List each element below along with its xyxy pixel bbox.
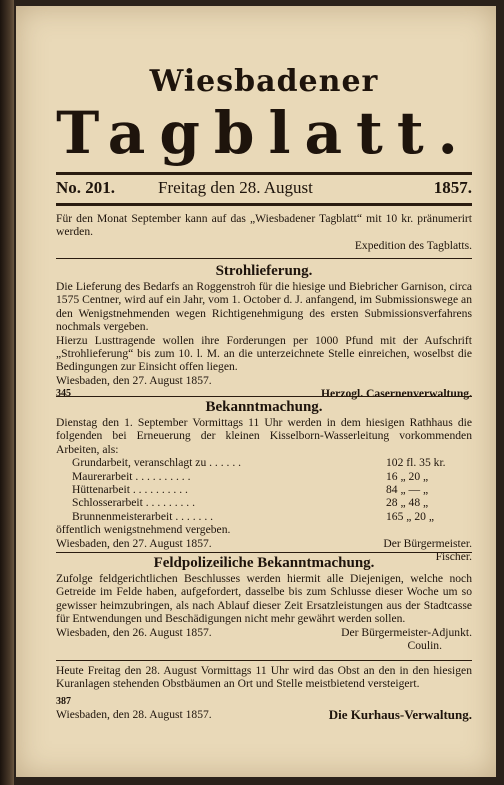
notice-signature-row xyxy=(56,626,472,639)
issue-date: Freitag den 28. August xyxy=(158,178,313,197)
notice-signature-row xyxy=(56,537,472,550)
item-label: Schlosserarbeit . . . . . . . . . xyxy=(72,496,196,510)
work-items-table xyxy=(72,456,472,523)
issue-number: No. 201. xyxy=(56,178,116,197)
notice-text: Für den Monat September kann auf das „Wiesbadener Tagblatt“ mit 10 kr. pränumerirt werden. xyxy=(56,212,472,239)
table-row xyxy=(72,496,472,509)
notice-signature: Herzogl. Casernenverwaltung. xyxy=(320,387,472,401)
item-label: Maurerarbeit . . . . . . . . . . xyxy=(72,469,191,483)
divider-rule xyxy=(56,172,472,175)
dateline xyxy=(56,178,472,202)
item-amount: 165 „ 20 „ xyxy=(386,509,434,523)
masthead-title: Tagblatt. xyxy=(56,99,472,167)
divider-rule xyxy=(56,396,472,397)
issue-year: 1857. xyxy=(433,178,472,197)
notice-place-date: Wiesbaden, den 27. August 1857. xyxy=(56,536,212,550)
notice-signer-name: Fischer. xyxy=(435,550,472,564)
table-row xyxy=(72,470,472,483)
table-row xyxy=(72,510,472,523)
newspaper-page xyxy=(16,6,496,777)
notice-announcement xyxy=(56,398,472,563)
item-label: Grundarbeit, veranschlagt zu . . . . . . xyxy=(72,456,242,470)
notice-text: Die Lieferung des Bedarfs an Roggenstroh für die hiesige und Biebricher Garnison, circa 1575 Centner, wird auf ein Jahr, vom 1. October d. J. anfangend, im Submissionswege an den Wenigstnehmenden wegen Richtigenehmigung des ersten Submissionsverfahrens nochmals vergeben. xyxy=(56,280,472,334)
notice-text: Hierzu Lusttragende wollen ihre Forderungen per 1000 Pfund mit der Aufschrift „Strohlieferung“ bis zum 10. l. M. an die unterzeichnete Stelle einreichen, woselbst die Bedingungen zur Einsicht offen liegen. xyxy=(56,333,472,374)
notice-place-date: Wiesbaden, den 27. August 1857. xyxy=(56,373,212,387)
notice-fruit-auction xyxy=(56,664,472,722)
notice-straw-delivery xyxy=(56,262,472,401)
masthead-line1: Wiesbadener xyxy=(149,64,379,99)
table-row xyxy=(72,456,472,469)
notice-signer-name: Coulin. xyxy=(407,639,442,653)
item-amount: 84 „ — „ xyxy=(386,483,429,497)
notice-signature-row xyxy=(56,708,472,721)
notice-signature: Der Bürgermeister-Adjunkt. xyxy=(341,625,472,639)
divider-rule xyxy=(56,552,472,553)
divider-rule xyxy=(56,258,472,259)
table-row xyxy=(72,483,472,496)
notice-subscription xyxy=(56,212,472,252)
book-binding xyxy=(0,0,14,785)
notice-heading: Bekanntmachung. xyxy=(205,399,323,415)
notice-heading: Feldpolizeiliche Bekanntmachung. xyxy=(153,555,375,571)
notice-signature: Die Kurhaus-Verwaltung. xyxy=(328,707,472,723)
notice-number: 387 xyxy=(56,695,71,707)
item-amount: 28 „ 48 „ xyxy=(386,496,429,510)
item-label: Hüttenarbeit . . . . . . . . . . xyxy=(72,483,188,497)
notice-place-date: Wiesbaden, den 28. August 1857. xyxy=(56,708,212,722)
divider-rule xyxy=(56,203,472,206)
item-label: Brunnenmeisterarbeit . . . . . . . xyxy=(72,509,214,523)
notice-number: 345 xyxy=(56,388,71,400)
notice-place-date: Wiesbaden, den 26. August 1857. xyxy=(56,625,212,639)
notice-text: Heute Freitag den 28. August Vormittags 11 Uhr wird das Obst an den in den hiesigen Kuranlagen stehenden Obstbäumen an Ort und Stelle meistbietend versteigert. xyxy=(56,664,472,691)
divider-rule xyxy=(56,660,472,661)
notice-text: Dienstag den 1. September Vormittags 11 Uhr werden in dem hiesigen Rathhaus die folgenden bei Erneuerung der kleinen Kisselborn-Wasserleitung vorkommenden Arbeiten, als: xyxy=(56,416,472,456)
item-amount: 102 fl. 35 kr. xyxy=(386,456,446,470)
page-content xyxy=(56,6,472,777)
notice-text: Zufolge feldgerichtlichen Beschlusses werden hiermit alle Diejenigen, welche noch Getreide im Felde haben, aufgefordert, dasselbe bis zum Schlusse dieser Woche um so gewisser heimzubringen, als nach Ablauf dieser Zeit Ersatzleistungen aus der Stadtcasse für Entwendungen und Beschädigungen nicht mehr gewährt werden sollen. xyxy=(56,572,472,626)
item-amount: 16 „ 20 „ xyxy=(386,469,429,483)
notice-signature: Der Bürgermeister. xyxy=(383,536,472,550)
notice-text: öffentlich wenigstnehmend vergeben. xyxy=(56,523,231,537)
notice-heading: Strohlieferung. xyxy=(215,263,313,279)
notice-number-row xyxy=(56,695,472,708)
notice-field-police xyxy=(56,554,472,652)
notice-signature: Expedition des Tagblatts. xyxy=(354,238,472,252)
